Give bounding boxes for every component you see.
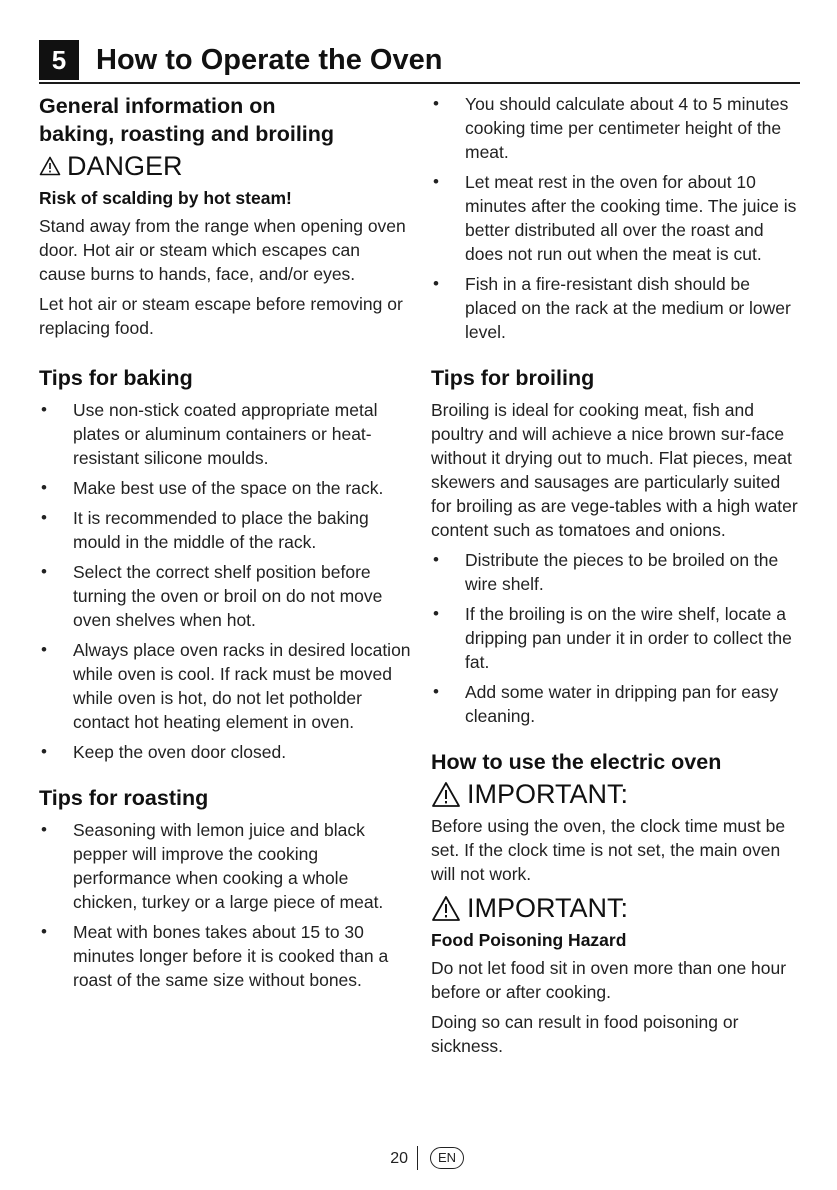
list-item: • Always place oven racks in desired location while oven is cool. If rack must be moved while oven is hot, do not let potholder contact hot heating element in oven. bbox=[39, 638, 411, 734]
list-item: • Add some water in dripping pan for easy cleaning. bbox=[431, 680, 803, 728]
list-item: • You should calculate about 4 to 5 minutes cooking time per centimeter height of the meat. bbox=[431, 92, 803, 164]
roasting-heading: Tips for roasting bbox=[39, 786, 209, 810]
chapter-header bbox=[39, 40, 800, 84]
general-info-heading-line2: baking, roasting and broiling bbox=[39, 122, 335, 146]
danger-paragraph-1: Stand away from the range when opening oven door. Hot air or steam which escapes can cause burns to hands, face, and/or eyes. bbox=[39, 216, 406, 284]
roasting-tips-list-continued bbox=[431, 92, 803, 344]
left-column bbox=[39, 92, 411, 998]
list-item: • Let meat rest in the oven for about 10 minutes after the cooking time. The juice is better distributed all over the roast and does not run out when the meat is cut. bbox=[431, 170, 803, 266]
electric-oven-heading: How to use the electric oven bbox=[431, 750, 722, 774]
general-info-heading-line1: General information on bbox=[39, 94, 276, 118]
warning-triangle-icon bbox=[431, 781, 461, 808]
list-item: • Select the correct shelf position before turning the oven or broil on do not move oven shelves when hot. bbox=[39, 560, 411, 632]
page-number: 20 bbox=[390, 1150, 408, 1167]
hazard-title: Food Poisoning Hazard bbox=[431, 930, 627, 950]
roasting-tips-list bbox=[39, 818, 411, 992]
danger-paragraph-2: Let hot air or steam escape before removing or replacing food. bbox=[39, 294, 403, 338]
warning-triangle-icon bbox=[431, 895, 461, 922]
list-item: • Make best use of the space on the rack. bbox=[39, 476, 411, 500]
list-item: • Distribute the pieces to be broiled on the wire shelf. bbox=[431, 548, 803, 596]
important-label-2: IMPORTANT: bbox=[467, 893, 629, 923]
broiling-tips-list bbox=[431, 548, 803, 728]
baking-heading: Tips for baking bbox=[39, 366, 193, 390]
list-item: • Seasoning with lemon juice and black pepper will improve the cooking performance when cooking a whole chicken, turkey or a large piece of meat. bbox=[39, 818, 411, 914]
broiling-intro: Broiling is ideal for cooking meat, fish and poultry and will achieve a nice brown sur-face without it drying out to much. Flat pieces, meat skewers and sausages are particularly suited for broiling as are vege-tables with a high water content such as tomatoes and onions. bbox=[431, 400, 798, 540]
list-item: • Meat with bones takes about 15 to 30 minutes longer before it is cooked than a roast of the same size without bones. bbox=[39, 920, 411, 992]
footer-divider bbox=[417, 1146, 418, 1170]
list-item: • It is recommended to place the baking mould in the middle of the rack. bbox=[39, 506, 411, 554]
language-badge: EN bbox=[430, 1147, 464, 1169]
important-label-1: IMPORTANT: bbox=[467, 779, 629, 809]
risk-title: Risk of scalding by hot steam! bbox=[39, 188, 292, 208]
chapter-number-badge: 5 bbox=[39, 40, 79, 80]
list-item: • Fish in a fire-resistant dish should be placed on the rack at the medium or lower level. bbox=[431, 272, 803, 344]
hazard-paragraph-2: Doing so can result in food poisoning or sickness. bbox=[431, 1012, 739, 1056]
right-column bbox=[431, 92, 803, 1064]
baking-tips-list bbox=[39, 398, 411, 764]
general-info-heading bbox=[39, 92, 411, 148]
important-notice-2 bbox=[431, 892, 803, 924]
page-footer bbox=[0, 1146, 837, 1172]
danger-notice bbox=[39, 150, 411, 182]
hazard-paragraph-1: Do not let food sit in oven more than one hour before or after cooking. bbox=[431, 958, 787, 1002]
warning-triangle-icon bbox=[39, 156, 61, 176]
important-notice-1 bbox=[431, 778, 803, 810]
broiling-heading: Tips for broiling bbox=[431, 366, 595, 390]
list-item: • If the broiling is on the wire shelf, locate a dripping pan under it in order to collect the fat. bbox=[431, 602, 803, 674]
important-text-1: Before using the oven, the clock time must be set. If the clock time is not set, the main oven will not work. bbox=[431, 816, 786, 884]
list-item: • Keep the oven door closed. bbox=[39, 740, 411, 764]
danger-label: DANGER bbox=[67, 151, 183, 181]
page-title: How to Operate the Oven bbox=[96, 44, 443, 76]
list-item: • Use non-stick coated appropriate metal plates or aluminum containers or heat-resistant silicone moulds. bbox=[39, 398, 411, 470]
